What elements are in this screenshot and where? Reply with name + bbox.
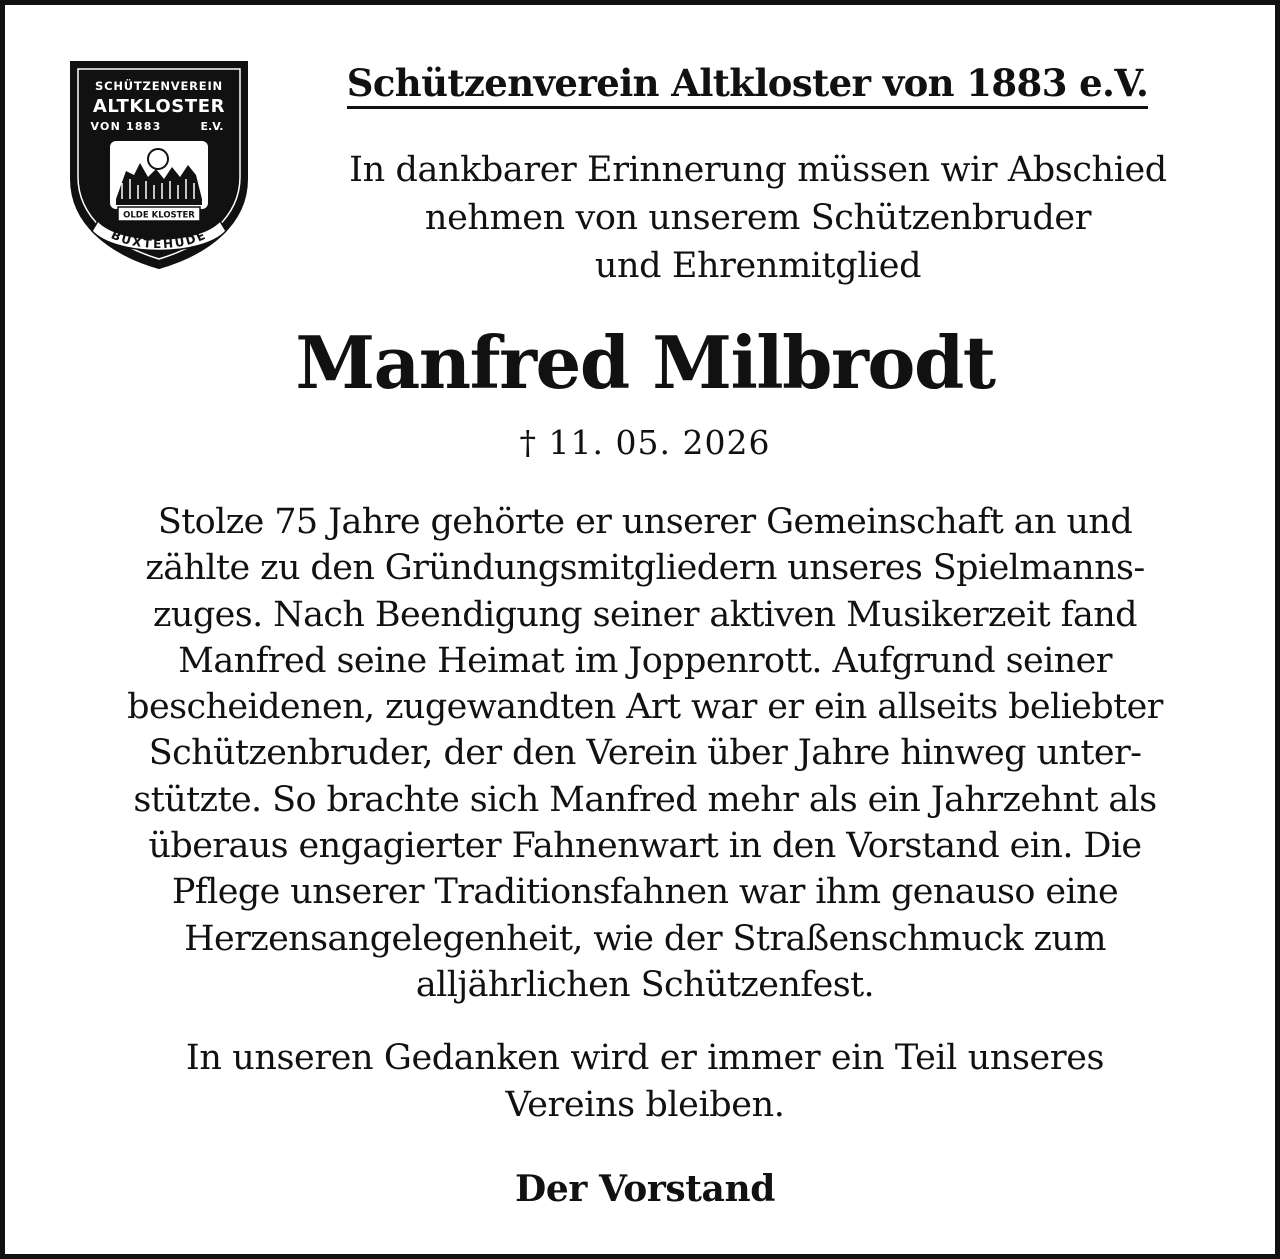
club-title-text: Schützenverein Altkloster von 1883 e.V.	[347, 61, 1149, 109]
tribute-line: Manfred seine Heimat im Joppenrott. Aufgrund seiner	[178, 640, 1112, 681]
tribute-line: überaus engagierter Fahnenwart in den Vorstand ein. Die	[148, 826, 1142, 867]
tribute-line: Schützenbruder, der den Verein über Jahre hinweg unter-	[148, 733, 1142, 774]
crest-line-3-right: E.V.	[200, 120, 224, 133]
tribute-line: Herzensangelegenheit, wie der Straßenschmuck zum	[184, 918, 1106, 959]
tribute-line: zuges. Nach Beendigung seiner aktiven Musikerzeit fand	[153, 594, 1137, 635]
closing-text	[35, 1035, 1255, 1129]
crest-line-3-left: VON 1883	[90, 120, 162, 133]
tribute-line: Stolze 75 Jahre gehörte er unserer Gemeinschaft an und	[157, 502, 1133, 542]
tribute-line: alljährlichen Schützenfest.	[415, 964, 875, 1005]
closing-line: Vereins bleiben.	[505, 1085, 785, 1125]
monastery-illustration	[110, 141, 208, 209]
intro-line: nehmen von unserem Schützenbruder	[424, 198, 1092, 238]
deceased-name: Manfred Milbrodt	[295, 320, 995, 405]
intro-line: und Ehrenmitglied	[594, 246, 922, 286]
tribute-line: Pflege unserer Traditionsfahnen war ihm genauso eine	[171, 872, 1119, 913]
club-title	[290, 57, 1205, 109]
intro-text	[277, 146, 1239, 290]
closing-line: In unseren Gedanken wird er immer ein Teil unseres	[185, 1038, 1105, 1078]
tribute-line: bescheidenen, zugewandten Art war er ein allseits beliebter	[127, 687, 1163, 728]
crest-banner: OLDE KLOSTER	[123, 210, 195, 221]
death-date: † 11. 05. 2026	[519, 423, 771, 462]
crest-line-2: ALTKLOSTER	[92, 96, 226, 117]
intro-line: In dankbarer Erinnerung müssen wir Abschied	[349, 150, 1167, 190]
crest-bottom-text: BUXTEHUDE	[108, 227, 210, 252]
tribute-line: zählte zu den Gründungsmitgliedern unseres Spielmanns-	[145, 548, 1145, 589]
tribute-text	[35, 499, 1255, 1008]
crest-line-1: SCHÜTZENVEREIN	[95, 79, 223, 93]
club-crest-logo	[68, 59, 250, 271]
signature: Der Vorstand	[515, 1168, 775, 1210]
tribute-line: stützte. So brachte sich Manfred mehr als ein Jahrzehnt als	[133, 779, 1157, 820]
